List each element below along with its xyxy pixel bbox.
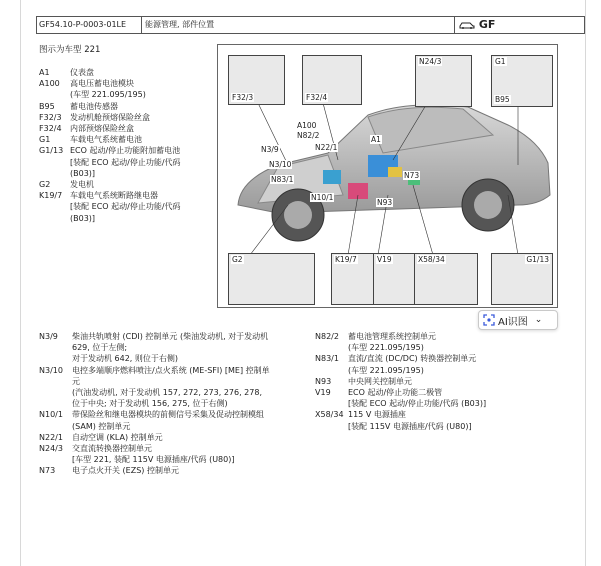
item-code [39,201,70,212]
inset-g1 [491,55,553,107]
callout-n93: N93 [377,198,393,207]
callout-n83-1: N83/1 [271,175,294,184]
item-text: 交直流转换器控制单元 [72,444,152,454]
component-figure [217,44,558,308]
item-code [39,421,72,432]
legend-row [39,201,220,212]
item-text: (车型 221.095/195) [348,365,424,375]
inset-label: G1/13 [526,255,549,264]
inset-n24-3 [415,55,472,107]
header-table [36,16,585,34]
item-text: 自动空调 (KLA) 控制单元 [72,432,163,442]
inset-label: F32/4 [306,93,328,102]
legend-row [39,398,277,409]
legend-row [315,331,553,342]
badge-text: GF [478,18,496,31]
item-code [39,342,72,353]
item-text: [装配 ECO 起动/停止功能/代码 [70,202,181,212]
item-code [39,168,70,179]
item-code: K19/7 [39,191,63,201]
item-text: [装配 115V 电源插座/代码 (U80)] [348,421,472,431]
callout-a100: A100 [297,121,317,130]
legend-row [39,190,220,201]
callout-a1: A1 [371,135,381,144]
legend-row [315,342,553,353]
legend-row [315,365,553,376]
legend-row [39,134,220,145]
inset-x58-34 [414,253,478,305]
item-code [39,387,72,398]
item-text: 电子点火开关 (EZS) 控制单元 [72,466,179,476]
item-code: N82/2 [315,332,339,341]
item-text: 115 V 电源插座 [348,410,406,420]
ai-recognize-button[interactable] [478,310,558,330]
chevron-down-icon: ⌄ [534,315,543,325]
item-code: N73 [39,466,56,476]
item-text: (车型 221.095/195) [70,90,146,100]
item-text: ECO 起动/停止功能二极管 [348,388,443,398]
item-code [315,365,348,376]
item-code: N3/10 [39,365,63,375]
item-code [39,398,72,409]
legend-row [39,145,220,156]
item-text: (B03)] [70,168,96,178]
item-text: 蓄电池传感器 [70,101,118,111]
inset-label: B95 [495,95,510,104]
item-text: (汽油发动机, 对于发动机 157, 272, 273, 276, 278, [72,388,262,398]
item-text: 629, 位于左侧; [72,343,128,353]
item-code [39,454,72,465]
item-text: 直流/直流 (DC/DC) 转换器控制单元 [348,354,477,364]
description-right-column [315,331,553,432]
item-text: 蓄电池管理系统控制单元 [348,332,436,341]
gf-badge [455,17,584,33]
legend-row [39,78,220,89]
callout-n3-9: N3/9 [261,145,279,154]
legend-row [39,67,220,78]
legend-row [315,398,553,409]
item-code [315,398,348,409]
item-code [39,213,70,224]
ai-button-label: AI识图 [498,316,528,328]
item-code: F32/3 [39,112,62,122]
legend-row [39,409,277,420]
legend-row [39,101,220,112]
callout-n22-1: N22/1 [315,143,338,152]
item-code: X58/34 [315,410,344,420]
legend-row [315,387,553,398]
inset-g2 [228,253,315,305]
item-text: ECO 起动/停止功能附加蓄电池 [70,146,181,156]
doc-subject: 能源管理, 部件位置 [142,17,455,33]
item-text: (SAM) 控制单元 [72,421,131,431]
inset-label: X58/34 [418,255,445,264]
item-text: 高电压蓄电池模块 [70,79,134,89]
item-text: 车载电气系统断路继电器 [70,191,158,201]
item-text: (车型 221.095/195) [348,343,424,353]
item-text: 发电机 [70,180,94,190]
item-code: N83/1 [315,354,339,364]
item-code: A1 [39,68,50,77]
inset-v19 [373,253,415,305]
item-code [39,353,72,364]
legend-row [39,465,277,476]
legend-row [315,409,553,420]
item-text: 电控多端顺序燃料喷注/点火系统 (ME-SFI) [ME] 控制单元 [72,365,270,386]
item-code: V19 [315,388,331,398]
inset-f32-4 [302,55,362,105]
legend-row [39,443,277,454]
legend-row [39,157,220,168]
callout-n73: N73 [404,171,420,180]
legend-row [39,331,277,342]
legend-row [315,376,553,387]
inset-label: V19 [377,255,392,264]
item-text: 柴油共轨喷射 (CDI) 控制单元 (柴油发动机, 对于发动机 [72,332,269,341]
item-code: N10/1 [39,410,63,420]
legend-row [39,365,277,387]
legend-row [39,353,277,364]
item-text: 仪表盘 [70,68,94,77]
legend-row [39,179,220,190]
item-text: (B03)] [70,213,96,223]
inset-label: G1 [495,57,506,66]
legend-row [39,421,277,432]
item-code [315,421,348,432]
item-code: N93 [315,376,332,386]
legend-row [39,454,277,465]
inset-label: N24/3 [419,57,442,66]
legend-row [39,89,220,100]
legend-row [39,342,277,353]
item-text: [装配 ECO 起动/停止功能/代码 [70,157,181,167]
callout-n82-2: N82/2 [297,131,320,140]
item-code: G1 [39,135,51,145]
inset-g1-13 [491,253,553,305]
car-icon [459,20,475,29]
legend-row [39,112,220,123]
scan-icon [483,314,495,326]
inset-f32-3 [228,55,285,105]
doc-id: GF54.10-P-0003-01LE [37,17,142,33]
item-code: N22/1 [39,432,63,442]
legend-list [39,67,220,224]
item-text: [车型 221, 装配 115V 电源插座/代码 (U80)] [72,455,235,465]
item-code: N3/9 [39,332,58,341]
item-code [315,342,348,353]
legend-row [39,213,220,224]
item-code [39,157,70,168]
item-text: 位于中央; 对于发动机 156, 275, 位于右侧) [72,399,228,409]
item-code: B95 [39,101,55,111]
item-text: 中央网关控制单元 [348,376,412,386]
item-text: 带保险丝和继电器模块的前侧信号采集及促动控制模组 [72,410,264,420]
item-text: 车载电气系统蓄电池 [70,135,142,145]
legend-row [315,353,553,364]
item-code: G2 [39,180,51,190]
item-code: F32/4 [39,124,62,134]
item-text: 内部预熔保险丝盒 [70,124,134,134]
legend-row [315,421,553,432]
inset-k19-7 [331,253,375,305]
callout-n10-1: N10/1 [311,193,334,202]
item-code: N24/3 [39,444,63,454]
item-text: 发动机舱预熔保险丝盒 [70,112,150,122]
legend-row [39,168,220,179]
legend-row [39,432,277,443]
inset-label: K19/7 [335,255,357,264]
item-text: [装配 ECO 起动/停止功能/代码 (B03)] [348,399,487,409]
legend-row [39,123,220,134]
legend-row [39,387,277,398]
item-text: 对于发动机 642, 则位于右侧) [72,354,179,364]
item-code [39,89,70,100]
inset-label: G2 [232,255,243,264]
item-code: A100 [39,79,60,89]
item-code: G1/13 [39,146,64,156]
inset-label: F32/3 [232,93,254,102]
callout-n3-10: N3/10 [269,160,292,169]
figure-title: 图示为车型 221 [39,45,101,55]
description-left-column [39,331,277,477]
